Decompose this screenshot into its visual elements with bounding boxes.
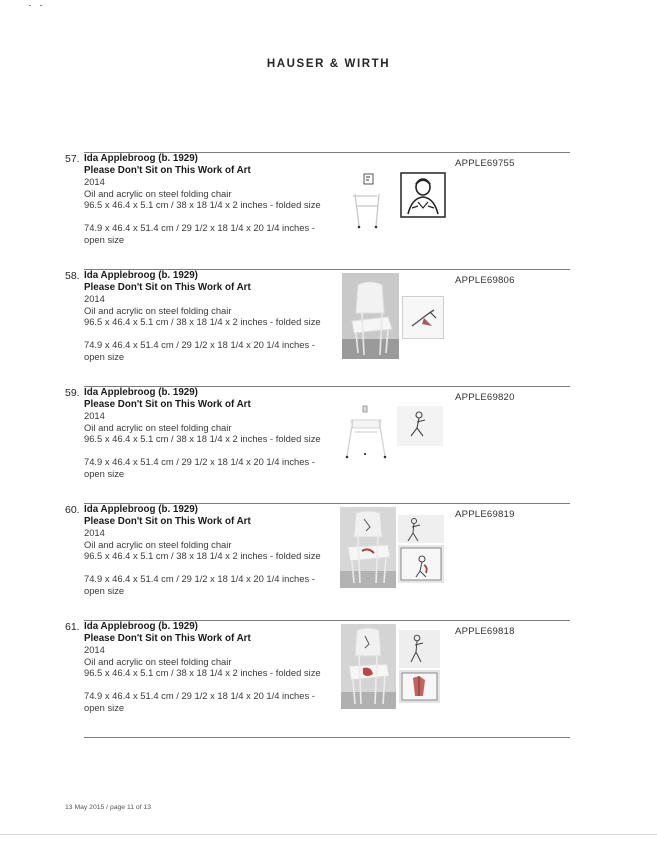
dimensions-open-line2: open size bbox=[84, 467, 125, 479]
dimensions-open-line2: open size bbox=[84, 350, 125, 362]
artwork-year: 2014 bbox=[84, 410, 105, 422]
dimensions-folded: 96.5 x 46.4 x 5.1 cm / 38 x 18 1/4 x 2 inches - folded size bbox=[84, 550, 321, 562]
dimensions-folded: 96.5 x 46.4 x 5.1 cm / 38 x 18 1/4 x 2 inches - folded size bbox=[84, 199, 321, 211]
artwork-year: 2014 bbox=[84, 527, 105, 539]
entry-number: 59. bbox=[65, 387, 80, 399]
dimensions-folded: 96.5 x 46.4 x 5.1 cm / 38 x 18 1/4 x 2 inches - folded size bbox=[84, 667, 321, 679]
catalog-entry bbox=[0, 269, 657, 387]
figure-drawing-photo bbox=[397, 406, 443, 446]
artist-name: Ida Applebroog (b. 1929) bbox=[84, 387, 198, 398]
entry-details bbox=[84, 621, 344, 713]
dimensions-open-line1: 74.9 x 46.4 x 51.4 cm / 29 1/2 x 18 1/4 x 20 1/4 inches - bbox=[84, 338, 315, 350]
artist-name: Ida Applebroog (b. 1929) bbox=[84, 270, 198, 281]
artwork-medium: Oil and acrylic on steel folding chair bbox=[84, 538, 232, 550]
catalog-entry bbox=[0, 503, 657, 621]
folding-chair-photo bbox=[339, 170, 389, 234]
entry-number: 60. bbox=[65, 504, 80, 516]
entry-divider bbox=[84, 737, 570, 738]
inventory-code: APPLE69819 bbox=[455, 509, 515, 520]
artwork-title: Please Don't Sit on This Work of Art bbox=[84, 632, 251, 644]
seat-drawing-photo bbox=[398, 545, 444, 583]
entry-details bbox=[84, 504, 344, 596]
catalog-entry bbox=[0, 152, 657, 270]
scan-edge-line bbox=[0, 834, 657, 835]
dimensions-open-line2: open size bbox=[84, 233, 125, 245]
dimensions-open-line1: 74.9 x 46.4 x 51.4 cm / 29 1/2 x 18 1/4 x 20 1/4 inches - bbox=[84, 689, 315, 701]
inventory-code: APPLE69806 bbox=[455, 275, 515, 286]
artwork-medium: Oil and acrylic on steel folding chair bbox=[84, 421, 232, 433]
inventory-code: APPLE69818 bbox=[455, 626, 515, 637]
dimensions-folded: 96.5 x 46.4 x 5.1 cm / 38 x 18 1/4 x 2 inches - folded size bbox=[84, 433, 321, 445]
artwork-title: Please Don't Sit on This Work of Art bbox=[84, 515, 251, 527]
artwork-year: 2014 bbox=[84, 644, 105, 656]
dimensions-folded: 96.5 x 46.4 x 5.1 cm / 38 x 18 1/4 x 2 inches - folded size bbox=[84, 316, 321, 328]
artwork-year: 2014 bbox=[84, 176, 105, 188]
dimensions-open-line1: 74.9 x 46.4 x 51.4 cm / 29 1/2 x 18 1/4 x 20 1/4 inches - bbox=[84, 455, 315, 467]
catalog-entry bbox=[0, 386, 657, 504]
artwork-medium: Oil and acrylic on steel folding chair bbox=[84, 187, 232, 199]
dimensions-open-line1: 74.9 x 46.4 x 51.4 cm / 29 1/2 x 18 1/4 x 20 1/4 inches - bbox=[84, 572, 315, 584]
entry-number: 58. bbox=[65, 270, 80, 282]
dimensions-open-line1: 74.9 x 46.4 x 51.4 cm / 29 1/2 x 18 1/4 x 20 1/4 inches - bbox=[84, 221, 315, 233]
dimensions-open-line2: open size bbox=[84, 584, 125, 596]
catalog-entry bbox=[0, 620, 657, 738]
entry-details bbox=[84, 387, 344, 479]
artwork-medium: Oil and acrylic on steel folding chair bbox=[84, 655, 232, 667]
entry-number: 57. bbox=[65, 153, 80, 165]
folding-chair-photo bbox=[340, 507, 396, 588]
inventory-code: APPLE69755 bbox=[455, 158, 515, 169]
folding-chair-photo bbox=[341, 624, 396, 709]
artwork-title: Please Don't Sit on This Work of Art bbox=[84, 398, 251, 410]
folding-chair-photo bbox=[342, 273, 399, 359]
entry-number: 61. bbox=[65, 621, 80, 633]
page-footer: 13 May 2015 / page 11 of 13 bbox=[65, 804, 152, 811]
artist-name: Ida Applebroog (b. 1929) bbox=[84, 504, 198, 515]
artwork-year: 2014 bbox=[84, 293, 105, 305]
entry-details bbox=[84, 153, 344, 245]
artwork-title: Please Don't Sit on This Work of Art bbox=[84, 281, 251, 293]
entry-details bbox=[84, 270, 344, 362]
inventory-code: APPLE69820 bbox=[455, 392, 515, 403]
dimensions-open-line2: open size bbox=[84, 701, 125, 713]
figure-drawing-photo bbox=[398, 515, 444, 543]
artwork-medium: Oil and acrylic on steel folding chair bbox=[84, 304, 232, 316]
figure-drawing-photo bbox=[399, 630, 440, 668]
artwork-title: Please Don't Sit on This Work of Art bbox=[84, 164, 251, 176]
portrait-drawing-photo bbox=[400, 172, 446, 218]
gallery-logo: HAUSER & WIRTH bbox=[266, 58, 391, 70]
folding-chair-photo bbox=[341, 402, 391, 462]
seat-drawing-photo bbox=[399, 670, 440, 703]
artist-name: Ida Applebroog (b. 1929) bbox=[84, 621, 198, 632]
figure-drawing-photo bbox=[402, 296, 444, 339]
scan-speck bbox=[40, 5, 42, 6]
scan-speck bbox=[29, 5, 31, 6]
artist-name: Ida Applebroog (b. 1929) bbox=[84, 153, 198, 164]
